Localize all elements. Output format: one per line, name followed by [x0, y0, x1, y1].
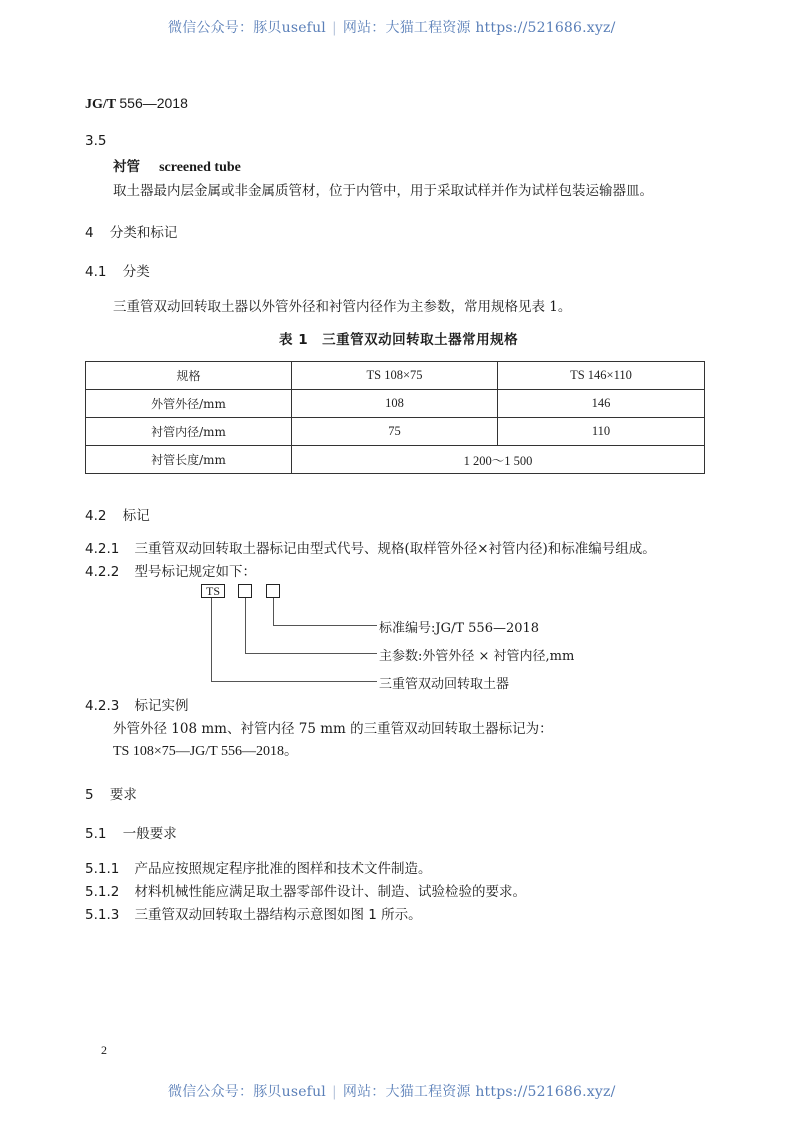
- watermark-separator: |: [331, 20, 337, 36]
- section-5-1-2: [85, 880, 526, 900]
- section-4-2-3-heading: [85, 694, 188, 714]
- section-5-1-title: 一般要求: [122, 826, 177, 842]
- section-4-2-1: [85, 537, 656, 557]
- table-cell-merged: 1 200～1 500: [292, 446, 705, 474]
- watermark-site: 网站：大猫工程资源 https://521686.xyz/: [342, 20, 616, 36]
- section-4-2-title: 标记: [122, 508, 150, 524]
- section-5-1-heading: [85, 822, 177, 842]
- watermark-top: [168, 17, 616, 37]
- table-row: [86, 418, 705, 446]
- item-text: 型号标记规定如下：: [134, 564, 256, 580]
- diagram-label-main-parameter: 主参数:外管外径 × 衬管内径,mm: [379, 649, 575, 664]
- watermark-wechat: 微信公众号：豚贝useful: [168, 1084, 326, 1100]
- term-definition: 取土器最内层金属或非金属质管材，位于内管中，用于采取试样并作为试样包装运输器皿。: [113, 183, 653, 199]
- watermark-site: 网站：大猫工程资源 https://521686.xyz/: [342, 1084, 616, 1100]
- item-title: 标记实例: [134, 698, 189, 714]
- section-4-heading: [85, 221, 177, 241]
- watermark-separator: |: [331, 1084, 337, 1100]
- table-1-caption: 表 1 三重管双动回转取土器常用规格: [279, 332, 519, 348]
- section-4-1-paragraph: 三重管双动回转取土器以外管外径和衬管内径作为主参数，常用规格见表 1。: [113, 299, 572, 315]
- item-number: 5.1.1: [85, 861, 120, 877]
- section-4-2-heading: [85, 504, 150, 524]
- section-5-heading: [85, 783, 137, 803]
- table-row: [86, 446, 705, 474]
- type-code-box: TS: [201, 584, 225, 598]
- section-4-2-number: 4.2: [85, 508, 107, 524]
- leader-line: [211, 681, 377, 682]
- table-row-label: 外管外径/mm: [86, 390, 292, 418]
- leader-line: [245, 653, 377, 654]
- term-en: screened tube: [159, 160, 241, 175]
- watermark-bottom: [168, 1081, 616, 1101]
- item-number: 4.2.3: [85, 698, 120, 714]
- diagram-label-standard-number: 标准编号:JG/T 556—2018: [379, 621, 540, 636]
- item-text: 三重管双动回转取土器标记由型式代号、规格(取样管外径×衬管内径)和标准编号组成。: [134, 541, 656, 557]
- table-cell: 75: [292, 418, 498, 446]
- item-text: 三重管双动回转取土器结构示意图如图 1 所示。: [134, 907, 422, 923]
- section-4-1-number: 4.1: [85, 264, 107, 280]
- section-5-1-number: 5.1: [85, 826, 107, 842]
- table-header-cell: 规格: [86, 362, 292, 390]
- section-3-5-number: 3.5: [85, 133, 107, 149]
- section-5-1-3: [85, 903, 422, 923]
- standard-number: 556—2018: [119, 95, 188, 111]
- term-heading: [113, 155, 241, 176]
- example-line-1: 外管外径 108 mm、衬管内径 75 mm 的三重管双动回转取土器标记为：: [113, 721, 553, 737]
- leader-line: [211, 598, 212, 681]
- section-4-2-2: [85, 560, 256, 580]
- table-header-row: [86, 362, 705, 390]
- item-number: 4.2.1: [85, 541, 120, 557]
- main-parameter-box: [238, 584, 252, 598]
- standard-code: JG/T: [85, 97, 116, 112]
- table-header-cell: TS 146×110: [498, 362, 705, 390]
- leader-line: [245, 598, 246, 653]
- item-number: 5.1.3: [85, 907, 120, 923]
- diagram-label-type-name: 三重管双动回转取土器: [379, 677, 510, 692]
- section-5-number: 5: [85, 787, 94, 803]
- spec-table: [85, 361, 705, 474]
- item-text: 产品应按照规定程序批准的图样和技术文件制造。: [134, 861, 432, 877]
- leader-line: [273, 625, 377, 626]
- item-number: 4.2.2: [85, 564, 120, 580]
- item-text: 材料机械性能应满足取土器零部件设计、制造、试验检验的要求。: [134, 884, 526, 900]
- watermark-wechat: 微信公众号：豚贝useful: [168, 20, 326, 36]
- section-4-title: 分类和标记: [109, 225, 178, 241]
- standard-code-header: [85, 95, 188, 113]
- page-number: 2: [101, 1043, 107, 1057]
- table-cell: 146: [498, 390, 705, 418]
- table-cell: 110: [498, 418, 705, 446]
- table-row-label: 衬管长度/mm: [86, 446, 292, 474]
- table-row: [86, 390, 705, 418]
- table-row-label: 衬管内径/mm: [86, 418, 292, 446]
- term-cn: 衬管: [113, 159, 140, 175]
- section-5-title: 要求: [109, 787, 137, 803]
- section-4-number: 4: [85, 225, 94, 241]
- table-cell: 108: [292, 390, 498, 418]
- standard-number-box: [266, 584, 280, 598]
- item-number: 5.1.2: [85, 884, 120, 900]
- leader-line: [273, 598, 274, 625]
- table-header-cell: TS 108×75: [292, 362, 498, 390]
- example-line-2: TS 108×75—JG/T 556—2018。: [113, 744, 298, 759]
- section-4-1-heading: [85, 260, 150, 280]
- section-4-1-title: 分类: [122, 264, 150, 280]
- section-5-1-1: [85, 857, 431, 877]
